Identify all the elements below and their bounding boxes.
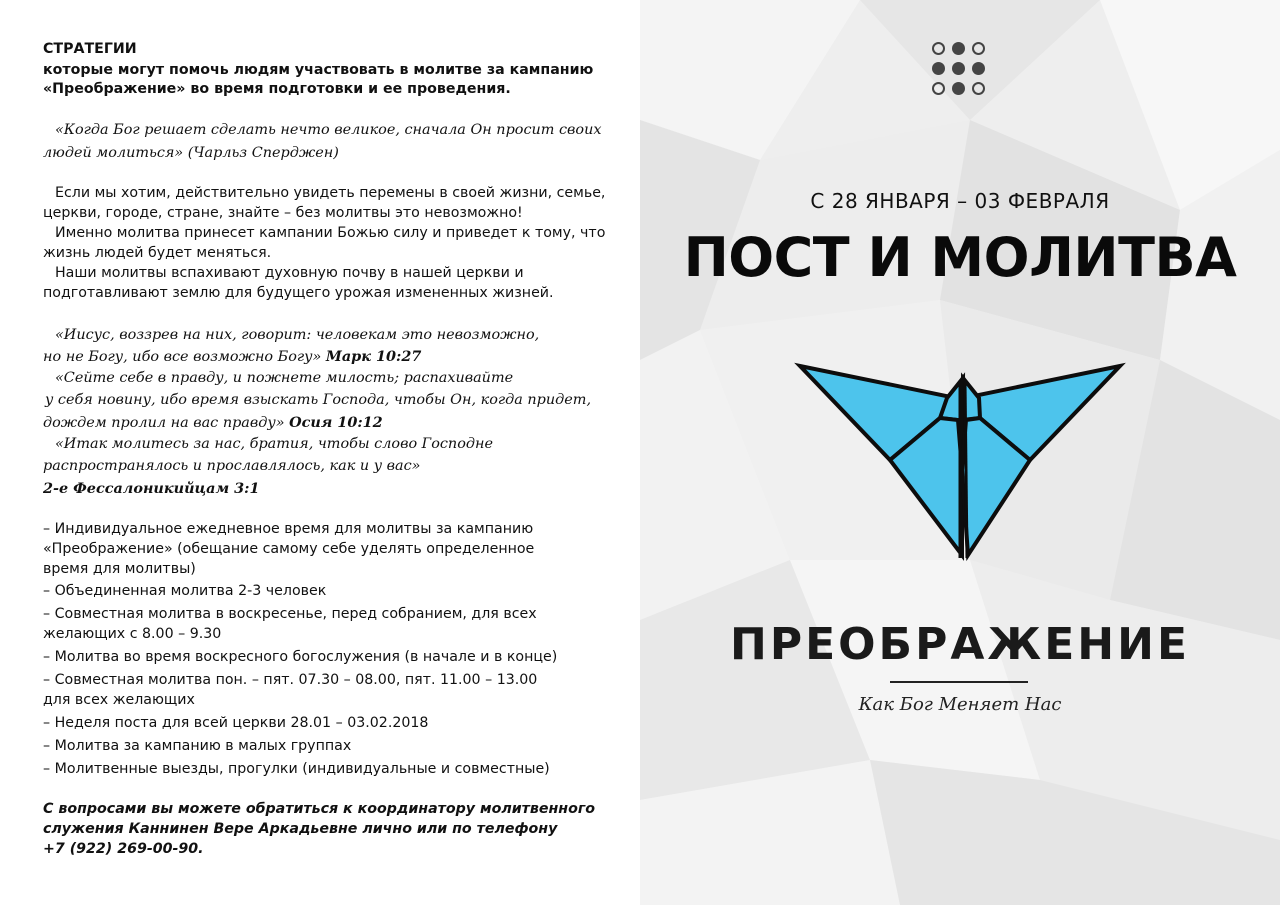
paragraph-line: Наши молитвы вспахивают духовную почву в нашей церкви и	[55, 265, 524, 281]
scripture-reference: Осия 10:12	[289, 414, 383, 431]
campaign-brand: ПРЕОБРАЖЕНИЕ	[730, 619, 1190, 670]
paragraph-line: Именно молитва принесет кампании Божью силу и приведет к тому, что	[55, 225, 606, 241]
scripture-reference: 2-е Фессалоникийцам 3:1	[43, 480, 260, 497]
scripture-line: у себя новину, ибо время взыскать Господа, чтобы Он, когда придет,	[45, 392, 592, 408]
spurgeon-quote: «Когда Бог решает сделать нечто великое, сначала Он просит своих	[55, 122, 602, 138]
list-item: – Молитва во время воскресного богослужения (в начале и в конце)	[43, 649, 558, 665]
list-item: – Объединенная молитва 2-3 человек	[43, 583, 327, 599]
scripture-line: но не Богу, ибо все возможно Богу» Марк 10:27	[43, 348, 422, 365]
scripture-reference: Марк 10:27	[325, 348, 422, 365]
paragraph-line: подготавливают землю для будущего урожая измененных жизней.	[43, 285, 554, 301]
paragraph-line: жизнь людей будет меняться.	[43, 245, 272, 261]
paragraph-line: Если мы хотим, действительно увидеть перемены в своей жизни, семье,	[55, 185, 606, 201]
list-item: – Молитва за кампанию в малых группах	[43, 738, 352, 754]
scripture-line	[43, 479, 259, 499]
list-item: «Преображение» (обещание самому себе уделять определенное	[43, 541, 535, 557]
brand-divider	[890, 681, 1028, 683]
contact-line: +7 (922) 269-00-90.	[43, 841, 204, 857]
spurgeon-quote: людей молиться» (Чарльз Сперджен)	[43, 145, 339, 161]
contact-line: служения Каннинен Вере Аркадьевне лично или по телефону	[43, 821, 558, 837]
list-item: – Совместная молитва в воскресенье, перед собранием, для всех	[43, 606, 537, 622]
list-item: для всех желающих	[43, 692, 195, 708]
list-item: – Индивидуальное ежедневное время для молитвы за кампанию	[43, 521, 534, 537]
list-item: желающих с 8.00 – 9.30	[43, 626, 222, 642]
list-item: – Совместная молитва пон. – пят. 07.30 – 08.00, пят. 11.00 – 13.00	[43, 672, 538, 688]
scripture-line: распространялось и прославлялось, как и у вас»	[43, 458, 421, 474]
butterfly-icon	[640, 0, 1280, 905]
paragraph-line: церкви, городе, стране, знайте – без молитвы это невозможно!	[43, 205, 523, 221]
cover-title: ПОСТ И МОЛИТВА	[683, 226, 1237, 289]
heading: СТРАТЕГИИ	[43, 41, 137, 57]
campaign-dates: С 28 ЯНВАРЯ – 03 ФЕВРАЛЯ	[810, 189, 1110, 213]
scripture-line: «Сейте себе в правду, и пожнете милость; распахивайте	[55, 370, 514, 386]
list-item: – Неделя поста для всей церкви 28.01 – 03.02.2018	[43, 715, 429, 731]
subheading-line: «Преображение» во время подготовки и ее проведения.	[43, 81, 511, 97]
cover-page	[640, 0, 1280, 905]
list-item: время для молитвы)	[43, 561, 196, 577]
list-item: – Молитвенные выезды, прогулки (индивидуальные и совместные)	[43, 761, 550, 777]
campaign-tagline: Как Бог Меняет Нас	[858, 694, 1062, 715]
contact-line: С вопросами вы можете обратиться к координатору молитвенного	[43, 801, 596, 817]
subheading-line: которые могут помочь людям участвовать в молитве за кампанию	[43, 62, 594, 78]
scripture-line: «Иисус, воззрев на них, говорит: человекам это невозможно,	[55, 327, 540, 343]
scripture-line: дождем пролил на вас правду» Осия 10:12	[43, 414, 383, 431]
scripture-line: «Итак молитесь за нас, братия, чтобы слово Господне	[55, 436, 493, 452]
